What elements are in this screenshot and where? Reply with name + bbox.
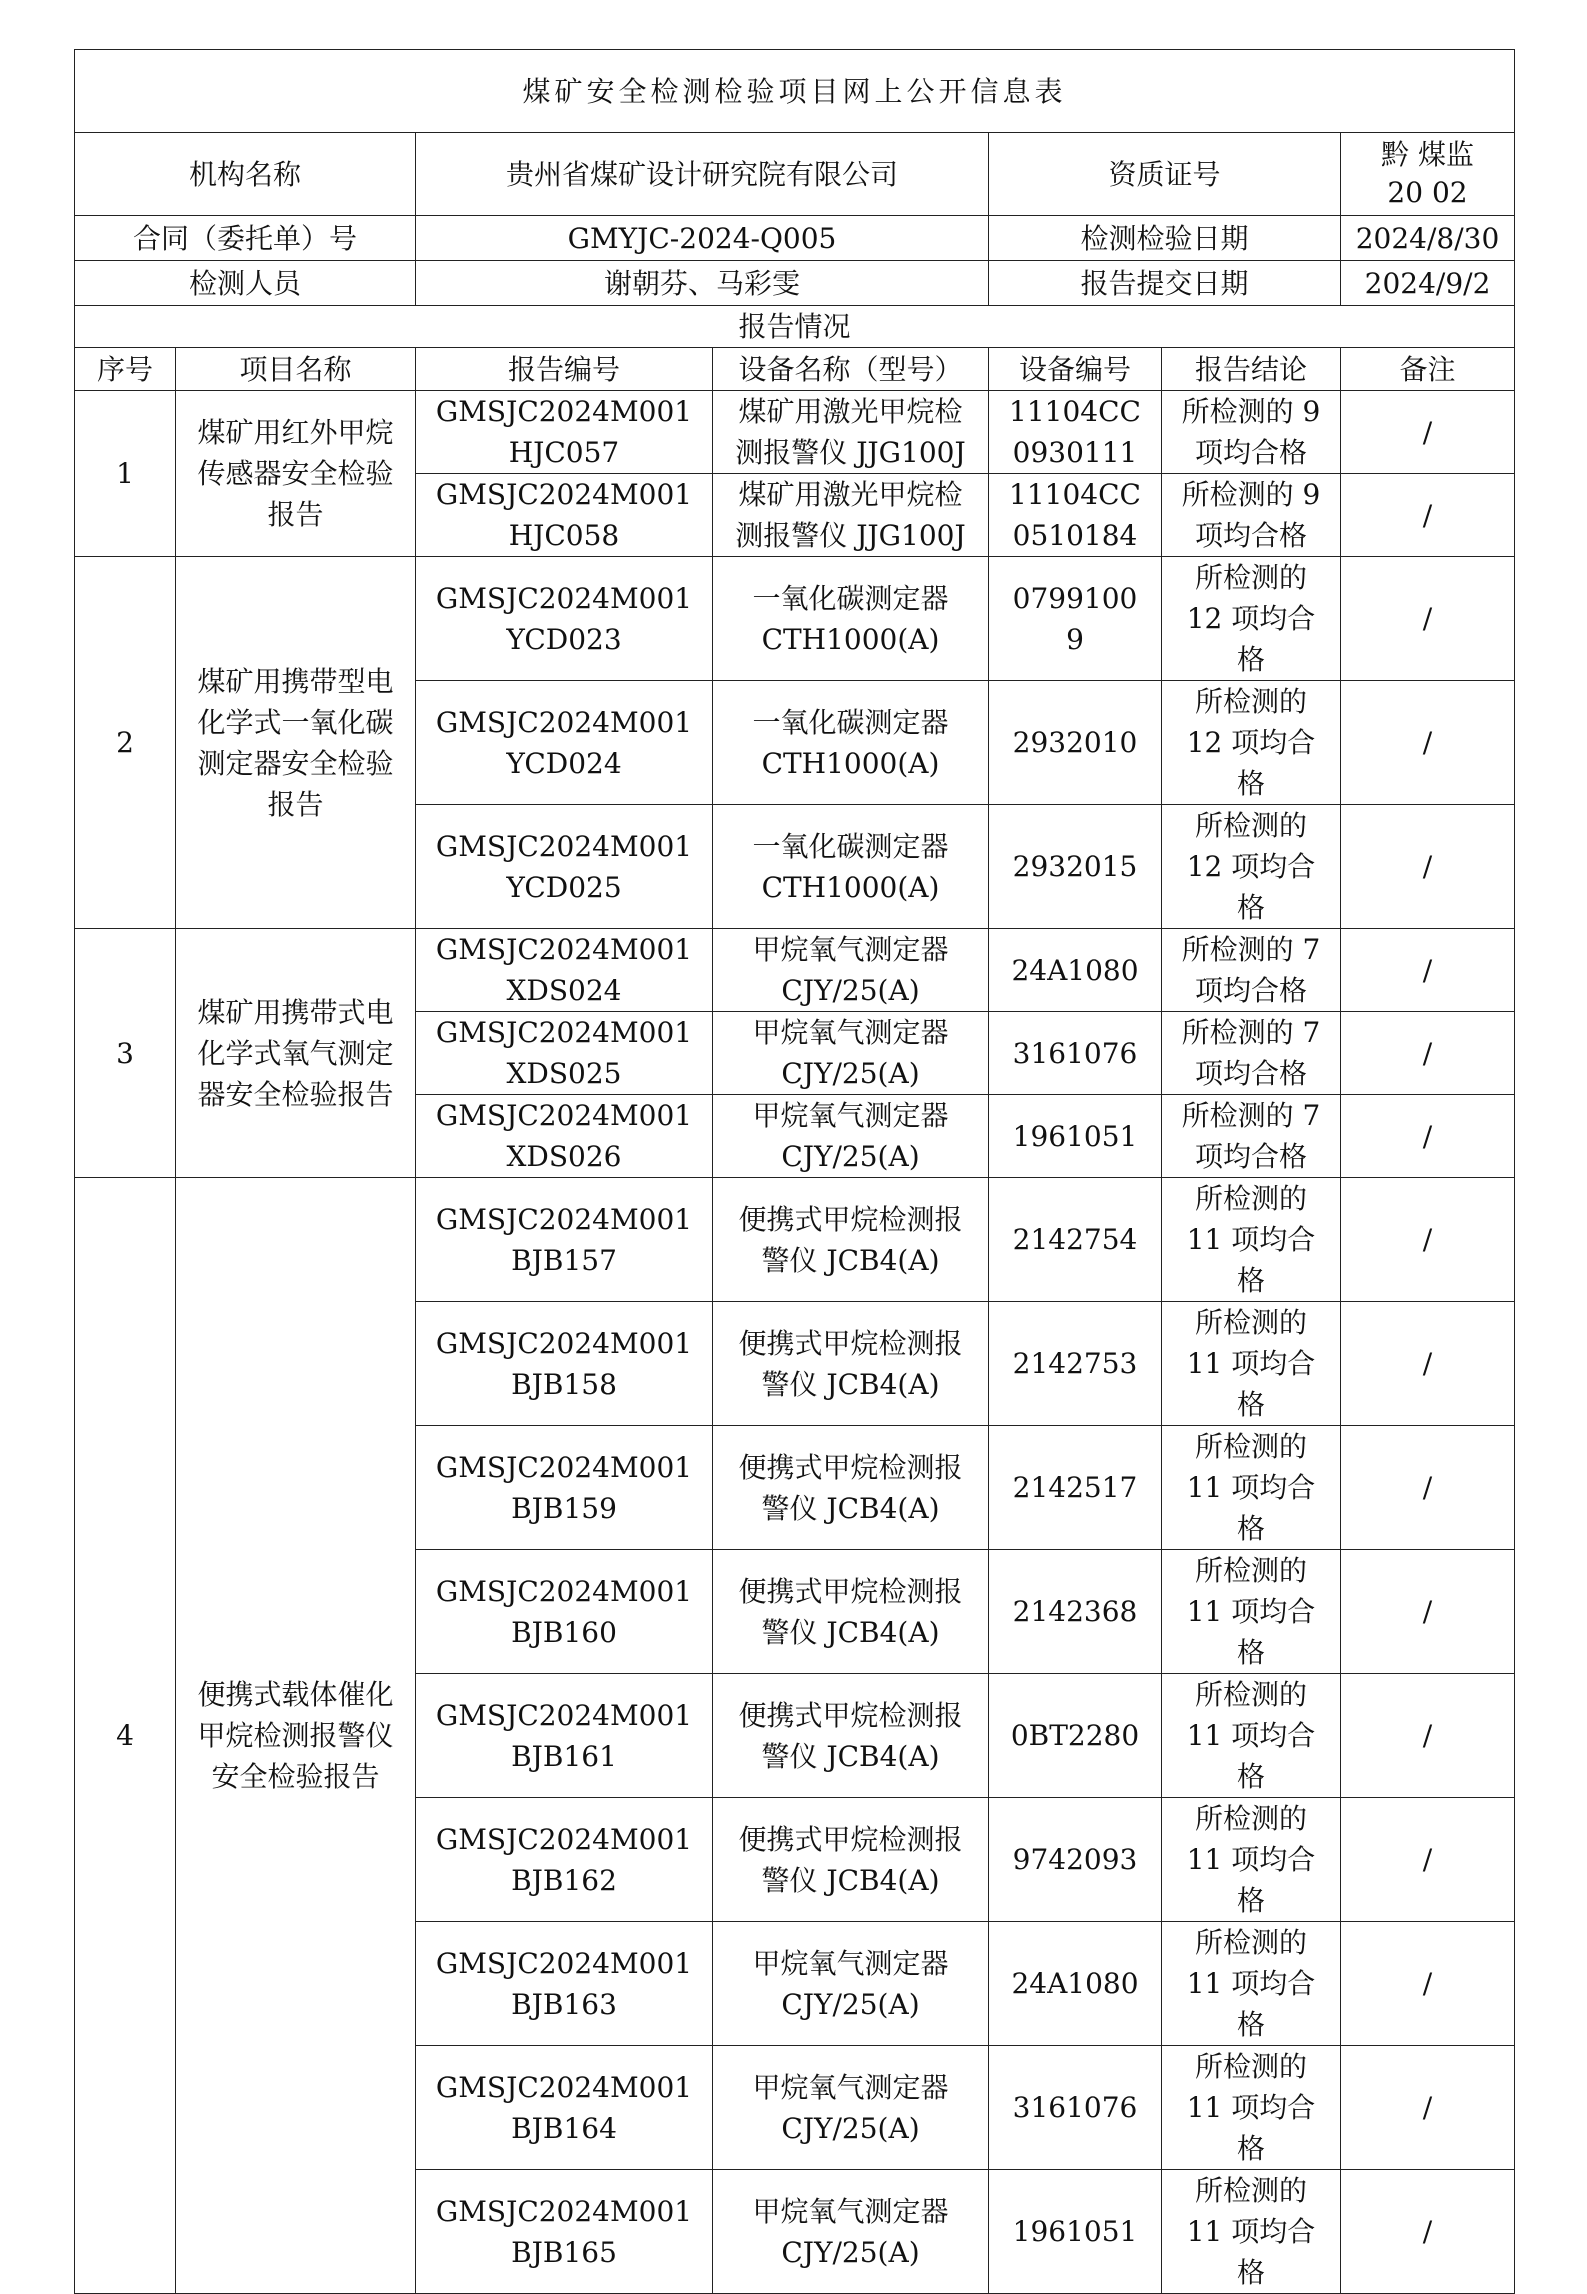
report-id: GMSJC2024M001XDS026 [416, 1095, 713, 1178]
report-id: GMSJC2024M001YCD025 [416, 805, 713, 929]
report-note: / [1341, 557, 1515, 681]
device-serial: 3161076 [989, 2046, 1162, 2170]
report-note: / [1341, 1095, 1515, 1178]
device-serial: 1961051 [989, 2170, 1162, 2294]
inspect-date-label: 检测检验日期 [989, 216, 1341, 261]
device-serial: 2932015 [989, 805, 1162, 929]
device-name: 甲烷氧气测定器 CJY/25(A) [713, 1922, 989, 2046]
report-result: 所检测的 12 项均合格 [1162, 557, 1341, 681]
report-id: GMSJC2024M001YCD023 [416, 557, 713, 681]
device-name: 甲烷氧气测定器 CJY/25(A) [713, 1095, 989, 1178]
staff-value: 谢朝芬、马彩雯 [416, 261, 989, 306]
device-name: 便携式甲烷检测报警仪 JCB4(A) [713, 1426, 989, 1550]
report-id: GMSJC2024M001BJB158 [416, 1302, 713, 1426]
device-name: 一氧化碳测定器 CTH1000(A) [713, 805, 989, 929]
report-id: GMSJC2024M001BJB159 [416, 1426, 713, 1550]
table-row [75, 929, 1515, 1012]
report-result: 所检测的 7 项均合格 [1162, 929, 1341, 1012]
report-result: 所检测的 12 项均合格 [1162, 681, 1341, 805]
report-id: GMSJC2024M001BJB164 [416, 2046, 713, 2170]
submit-date-label: 报告提交日期 [989, 261, 1341, 306]
org-label: 机构名称 [75, 133, 416, 216]
submit-date-value: 2024/9/2 [1341, 261, 1515, 306]
device-serial: 11104CC0930111 [989, 391, 1162, 474]
table-row [75, 391, 1515, 474]
report-result: 所检测的 11 项均合格 [1162, 2170, 1341, 2294]
group-number: 3 [75, 929, 176, 1178]
report-result: 所检测的 11 项均合格 [1162, 1674, 1341, 1798]
report-note: / [1341, 805, 1515, 929]
device-name: 便携式甲烷检测报警仪 JCB4(A) [713, 1798, 989, 1922]
report-id: GMSJC2024M001YCD024 [416, 681, 713, 805]
report-id: GMSJC2024M001BJB162 [416, 1798, 713, 1922]
report-note: / [1341, 929, 1515, 1012]
report-id: GMSJC2024M001XDS024 [416, 929, 713, 1012]
device-serial: 0BT2280 [989, 1674, 1162, 1798]
column-header: 设备编号 [989, 348, 1162, 391]
report-id: GMSJC2024M001BJB165 [416, 2170, 713, 2294]
device-serial: 2142517 [989, 1426, 1162, 1550]
cert-value [1341, 133, 1515, 216]
column-header: 报告结论 [1162, 348, 1341, 391]
report-note: / [1341, 474, 1515, 557]
contract-label: 合同（委托单）号 [75, 216, 416, 261]
report-id: GMSJC2024M001BJB161 [416, 1674, 713, 1798]
device-serial: 9742093 [989, 1798, 1162, 1922]
report-note: / [1341, 1798, 1515, 1922]
device-serial: 24A1080 [989, 1922, 1162, 2046]
report-id: GMSJC2024M001BJB157 [416, 1178, 713, 1302]
report-note: / [1341, 2170, 1515, 2294]
report-result: 所检测的 9 项均合格 [1162, 391, 1341, 474]
device-name: 便携式甲烷检测报警仪 JCB4(A) [713, 1550, 989, 1674]
report-result: 所检测的 11 项均合格 [1162, 1922, 1341, 2046]
report-result: 所检测的 11 项均合格 [1162, 1178, 1341, 1302]
report-note: / [1341, 681, 1515, 805]
report-result: 所检测的 11 项均合格 [1162, 1426, 1341, 1550]
device-name: 煤矿用激光甲烷检测报警仪 JJG100J [713, 391, 989, 474]
group-number: 1 [75, 391, 176, 557]
device-serial: 2932010 [989, 681, 1162, 805]
report-id: GMSJC2024M001BJB160 [416, 1550, 713, 1674]
contract-value: GMYJC-2024-Q005 [416, 216, 989, 261]
page-title: 煤矿安全检测检验项目网上公开信息表 [75, 50, 1515, 133]
column-header: 报告编号 [416, 348, 713, 391]
cert-value-line2: 20 02 [1387, 176, 1468, 209]
report-result: 所检测的 11 项均合格 [1162, 1798, 1341, 1922]
device-serial: 07991009 [989, 557, 1162, 681]
report-result: 所检测的 11 项均合格 [1162, 1550, 1341, 1674]
table-row [75, 557, 1515, 681]
group-number: 2 [75, 557, 176, 929]
device-name: 便携式甲烷检测报警仪 JCB4(A) [713, 1674, 989, 1798]
report-note: / [1341, 1550, 1515, 1674]
report-note: / [1341, 1012, 1515, 1095]
table-row [75, 1178, 1515, 1302]
device-serial: 2142368 [989, 1550, 1162, 1674]
report-note: / [1341, 1426, 1515, 1550]
device-name: 甲烷氧气测定器 CJY/25(A) [713, 1012, 989, 1095]
project-name: 煤矿用携带型电化学式一氧化碳测定器安全检验报告 [176, 557, 416, 929]
info-sheet-table [74, 49, 1515, 2294]
column-header: 备注 [1341, 348, 1515, 391]
report-note: / [1341, 1674, 1515, 1798]
inspect-date-value: 2024/8/30 [1341, 216, 1515, 261]
column-header: 设备名称（型号） [713, 348, 989, 391]
report-result: 所检测的 7 项均合格 [1162, 1095, 1341, 1178]
column-header: 序号 [75, 348, 176, 391]
device-name: 甲烷氧气测定器 CJY/25(A) [713, 929, 989, 1012]
group-number: 4 [75, 1178, 176, 2294]
report-id: GMSJC2024M001BJB163 [416, 1922, 713, 2046]
cert-value-line1: 黔 煤监 [1381, 138, 1474, 171]
device-name: 甲烷氧气测定器 CJY/25(A) [713, 2046, 989, 2170]
device-name: 便携式甲烷检测报警仪 JCB4(A) [713, 1302, 989, 1426]
device-name: 煤矿用激光甲烷检测报警仪 JJG100J [713, 474, 989, 557]
section-title: 报告情况 [75, 306, 1515, 348]
column-header: 项目名称 [176, 348, 416, 391]
report-id: GMSJC2024M001XDS025 [416, 1012, 713, 1095]
device-serial: 1961051 [989, 1095, 1162, 1178]
device-serial: 3161076 [989, 1012, 1162, 1095]
device-name: 一氧化碳测定器 CTH1000(A) [713, 681, 989, 805]
device-serial: 11104CC0510184 [989, 474, 1162, 557]
report-note: / [1341, 391, 1515, 474]
report-note: / [1341, 2046, 1515, 2170]
project-name: 煤矿用红外甲烷传感器安全检验报告 [176, 391, 416, 557]
device-name: 便携式甲烷检测报警仪 JCB4(A) [713, 1178, 989, 1302]
report-result: 所检测的 11 项均合格 [1162, 1302, 1341, 1426]
org-value: 贵州省煤矿设计研究院有限公司 [416, 133, 989, 216]
device-name: 一氧化碳测定器 CTH1000(A) [713, 557, 989, 681]
device-name: 甲烷氧气测定器 CJY/25(A) [713, 2170, 989, 2294]
report-result: 所检测的 9 项均合格 [1162, 474, 1341, 557]
report-id: GMSJC2024M001HJC057 [416, 391, 713, 474]
device-serial: 2142753 [989, 1302, 1162, 1426]
device-serial: 2142754 [989, 1178, 1162, 1302]
report-result: 所检测的 11 项均合格 [1162, 2046, 1341, 2170]
device-serial: 24A1080 [989, 929, 1162, 1012]
cert-label: 资质证号 [989, 133, 1341, 216]
project-name: 煤矿用携带式电化学式氧气测定器安全检验报告 [176, 929, 416, 1178]
report-id: GMSJC2024M001HJC058 [416, 474, 713, 557]
staff-label: 检测人员 [75, 261, 416, 306]
project-name: 便携式载体催化甲烷检测报警仪安全检验报告 [176, 1178, 416, 2294]
report-result: 所检测的 12 项均合格 [1162, 805, 1341, 929]
report-note: / [1341, 1922, 1515, 2046]
report-result: 所检测的 7 项均合格 [1162, 1012, 1341, 1095]
report-note: / [1341, 1178, 1515, 1302]
report-note: / [1341, 1302, 1515, 1426]
